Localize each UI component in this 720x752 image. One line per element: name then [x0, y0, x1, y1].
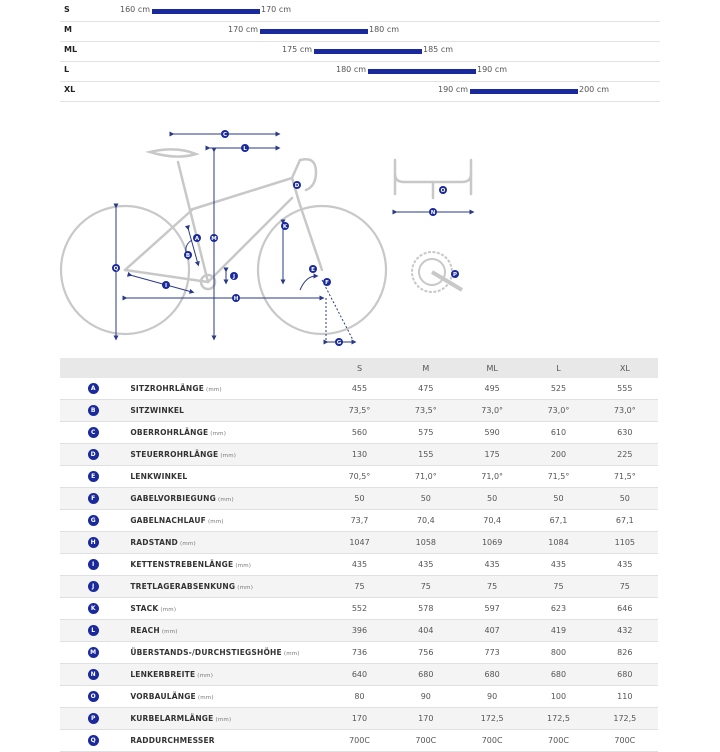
row-key-badge: N: [88, 669, 99, 680]
table-cell: 155: [393, 444, 459, 466]
label-d: D: [294, 183, 300, 189]
size-min-height: 190 cm: [438, 85, 469, 94]
table-cell: 575: [393, 422, 459, 444]
table-cell: 73,0°: [592, 400, 658, 422]
table-cell: 680: [459, 664, 525, 686]
geometry-header-row: [60, 358, 658, 378]
label-q: Q: [113, 266, 119, 272]
row-unit: (mm): [161, 629, 178, 635]
table-cell: 773: [459, 642, 525, 664]
label-b: B: [185, 253, 191, 259]
row-unit: (mm): [220, 453, 237, 459]
geometry-body: [60, 378, 658, 752]
table-cell: 50: [459, 488, 525, 510]
table-row: [60, 532, 658, 554]
label-h: H: [233, 296, 239, 302]
table-row: [60, 554, 658, 576]
column-header: XL: [592, 358, 658, 378]
row-unit: (mm): [179, 541, 196, 547]
row-unit: (mm): [235, 563, 252, 569]
row-key-badge: Q: [88, 735, 99, 746]
table-cell: 130: [326, 444, 392, 466]
row-key-badge: D: [88, 449, 99, 460]
diagram-label-badges: [112, 130, 459, 346]
column-header: ML: [459, 358, 525, 378]
column-header: L: [525, 358, 591, 378]
table-cell: 560: [326, 422, 392, 444]
row-name: SITZROHRLÄNGE: [130, 384, 205, 393]
table-cell: 73,5°: [326, 400, 392, 422]
row-name: VORBAULÄNGE: [130, 692, 196, 701]
table-cell: 50: [326, 488, 392, 510]
table-cell: 75: [525, 576, 591, 598]
size-range-bar: [368, 69, 476, 74]
label-c: C: [222, 132, 228, 138]
table-cell: 67,1: [525, 510, 591, 532]
table-cell: 404: [393, 620, 459, 642]
size-max-height: 190 cm: [477, 65, 508, 74]
row-key-badge: I: [88, 559, 99, 570]
row-name: LENKWINKEL: [130, 472, 188, 481]
table-row: [60, 378, 658, 400]
table-cell: 419: [525, 620, 591, 642]
table-cell: 578: [393, 598, 459, 620]
table-cell: 610: [525, 422, 591, 444]
table-cell: 680: [592, 664, 658, 686]
table-row: [60, 642, 658, 664]
label-g: G: [336, 340, 342, 346]
table-cell: 646: [592, 598, 658, 620]
table-cell: 170: [393, 708, 459, 730]
row-name: REACH: [130, 626, 160, 635]
row-name: RADSTAND: [130, 538, 178, 547]
label-n: N: [430, 210, 436, 216]
table-cell: 623: [525, 598, 591, 620]
table-cell: 736: [326, 642, 392, 664]
table-cell: 73,0°: [525, 400, 591, 422]
size-max-height: 185 cm: [423, 45, 454, 54]
table-row: [60, 576, 658, 598]
row-key-badge: L: [88, 625, 99, 636]
row-unit: (mm): [160, 607, 177, 613]
table-cell: 407: [459, 620, 525, 642]
table-cell: 172,5: [525, 708, 591, 730]
table-cell: 396: [326, 620, 392, 642]
table-cell: 225: [592, 444, 658, 466]
row-name: ÜBERSTANDS-/DURCHSTIEGSHÖHE: [130, 648, 282, 657]
row-key-badge: P: [88, 713, 99, 724]
size-label: L: [64, 65, 70, 74]
label-e: E: [311, 267, 315, 273]
table-cell: 1105: [592, 532, 658, 554]
table-cell: 71,0°: [459, 466, 525, 488]
table-row: [60, 466, 658, 488]
size-label: ML: [64, 45, 78, 54]
table-cell: 680: [525, 664, 591, 686]
size-row: [60, 22, 660, 42]
table-row: [60, 400, 658, 422]
row-key-badge: M: [88, 647, 99, 658]
row-unit: (mm): [207, 519, 224, 525]
row-name: OBERROHRLÄNGE: [130, 428, 209, 437]
size-label: S: [64, 5, 70, 14]
row-unit: (mm): [210, 431, 227, 437]
size-row: [60, 42, 660, 62]
row-name: LENKERBREITE: [130, 670, 196, 679]
label-p: P: [452, 272, 458, 278]
size-range-bar: [152, 9, 260, 14]
table-cell: 172,5: [459, 708, 525, 730]
table-cell: 170: [326, 708, 392, 730]
table-cell: 756: [393, 642, 459, 664]
row-unit: (mm): [206, 387, 222, 393]
row-key-badge: G: [88, 515, 99, 526]
row-unit: (mm): [283, 651, 300, 657]
row-name: GABELVORBIEGUNG: [130, 494, 217, 503]
label-f: F: [325, 280, 329, 286]
row-unit: (mm): [215, 717, 232, 723]
row-name: TRETLAGERABSENKUNG: [130, 582, 236, 591]
table-row: [60, 444, 658, 466]
table-cell: 90: [459, 686, 525, 708]
table-cell: 75: [393, 576, 459, 598]
size-label: XL: [64, 85, 76, 94]
row-unit: (mm): [197, 695, 214, 701]
table-cell: 552: [326, 598, 392, 620]
label-l: L: [243, 146, 247, 152]
table-cell: 71,5°: [525, 466, 591, 488]
size-row: [60, 62, 660, 82]
table-cell: 73,5°: [393, 400, 459, 422]
table-cell: 455: [326, 378, 392, 400]
size-row: [60, 2, 660, 22]
bike-geometry-svg: [0, 110, 720, 355]
column-header: S: [326, 358, 392, 378]
size-min-height: 175 cm: [282, 45, 313, 54]
table-cell: 435: [592, 554, 658, 576]
table-cell: 590: [459, 422, 525, 444]
dimension-lines: [113, 134, 472, 342]
table-cell: 475: [393, 378, 459, 400]
size-range-bar: [260, 29, 368, 34]
table-cell: 435: [326, 554, 392, 576]
table-cell: 700C: [525, 730, 591, 752]
table-row: [60, 598, 658, 620]
table-cell: 1058: [393, 532, 459, 554]
handlebar-front-view: [395, 160, 471, 198]
row-key-badge: B: [88, 405, 99, 416]
table-cell: 435: [459, 554, 525, 576]
table-cell: 75: [459, 576, 525, 598]
table-cell: 1084: [525, 532, 591, 554]
table-cell: 50: [525, 488, 591, 510]
row-name: RADDURCHMESSER: [130, 736, 215, 745]
size-row: [60, 82, 660, 102]
table-row: [60, 422, 658, 444]
table-cell: 826: [592, 642, 658, 664]
table-cell: 175: [459, 444, 525, 466]
table-row: [60, 620, 658, 642]
table-cell: 1047: [326, 532, 392, 554]
table-cell: 50: [393, 488, 459, 510]
table-cell: 71,5°: [592, 466, 658, 488]
table-row: [60, 510, 658, 532]
row-name: KURBELARMLÄNGE: [130, 714, 214, 723]
label-i: I: [164, 283, 168, 289]
size-range-bar: [470, 89, 578, 94]
table-cell: 71,0°: [393, 466, 459, 488]
bike-frame: [125, 149, 322, 289]
row-name: KETTENSTREBENLÄNGE: [130, 560, 234, 569]
label-m: M: [211, 236, 217, 242]
table-cell: 525: [525, 378, 591, 400]
table-row: [60, 488, 658, 510]
size-range-bar: [314, 49, 422, 54]
table-row: [60, 664, 658, 686]
table-cell: 1069: [459, 532, 525, 554]
size-min-height: 160 cm: [120, 5, 151, 14]
table-cell: 200: [525, 444, 591, 466]
row-name: SITZWINKEL: [130, 406, 185, 415]
label-o: O: [440, 188, 446, 194]
table-cell: 110: [592, 686, 658, 708]
table-cell: 50: [592, 488, 658, 510]
table-cell: 75: [592, 576, 658, 598]
table-cell: 73,7: [326, 510, 392, 532]
row-key-badge: O: [88, 691, 99, 702]
geometry-table: [60, 358, 658, 752]
row-unit: (mm): [218, 497, 234, 503]
row-key-badge: K: [88, 603, 99, 614]
row-key-badge: E: [88, 471, 99, 482]
geometry-diagram: [0, 110, 720, 355]
table-cell: 597: [459, 598, 525, 620]
table-row: [60, 730, 658, 752]
table-cell: 495: [459, 378, 525, 400]
table-cell: 90: [393, 686, 459, 708]
table-cell: 435: [525, 554, 591, 576]
table-cell: 70,4: [393, 510, 459, 532]
label-k: K: [282, 224, 288, 230]
row-name: STACK: [130, 604, 159, 613]
row-key-badge: H: [88, 537, 99, 548]
size-min-height: 180 cm: [336, 65, 367, 74]
table-cell: 432: [592, 620, 658, 642]
table-cell: 80: [326, 686, 392, 708]
row-key-badge: F: [88, 493, 99, 504]
row-key-badge: C: [88, 427, 99, 438]
table-cell: 700C: [393, 730, 459, 752]
table-cell: 70,5°: [326, 466, 392, 488]
table-cell: 700C: [326, 730, 392, 752]
size-min-height: 170 cm: [228, 25, 259, 34]
row-unit: (mm): [237, 585, 254, 591]
table-cell: 680: [393, 664, 459, 686]
table-cell: 70,4: [459, 510, 525, 532]
table-cell: 435: [393, 554, 459, 576]
label-j: J: [232, 274, 236, 280]
row-name: STEUERROHRLÄNGE: [130, 450, 219, 459]
label-a: A: [194, 236, 200, 242]
size-chart: [60, 2, 660, 102]
table-cell: 555: [592, 378, 658, 400]
row-key-badge: A: [88, 383, 99, 394]
size-max-height: 180 cm: [369, 25, 400, 34]
size-max-height: 200 cm: [579, 85, 610, 94]
size-label: M: [64, 25, 72, 34]
table-cell: 800: [525, 642, 591, 664]
table-cell: 100: [525, 686, 591, 708]
row-unit: (mm): [197, 673, 214, 679]
table-cell: 75: [326, 576, 392, 598]
table-row: [60, 708, 658, 730]
table-cell: 700C: [592, 730, 658, 752]
row-name: GABELNACHLAUF: [130, 516, 206, 525]
table-cell: 73,0°: [459, 400, 525, 422]
row-key-badge: J: [88, 581, 99, 592]
table-row: [60, 686, 658, 708]
table-cell: 630: [592, 422, 658, 444]
size-max-height: 170 cm: [261, 5, 292, 14]
table-cell: 700C: [459, 730, 525, 752]
table-cell: 67,1: [592, 510, 658, 532]
column-header: M: [393, 358, 459, 378]
table-cell: 640: [326, 664, 392, 686]
table-cell: 172,5: [592, 708, 658, 730]
